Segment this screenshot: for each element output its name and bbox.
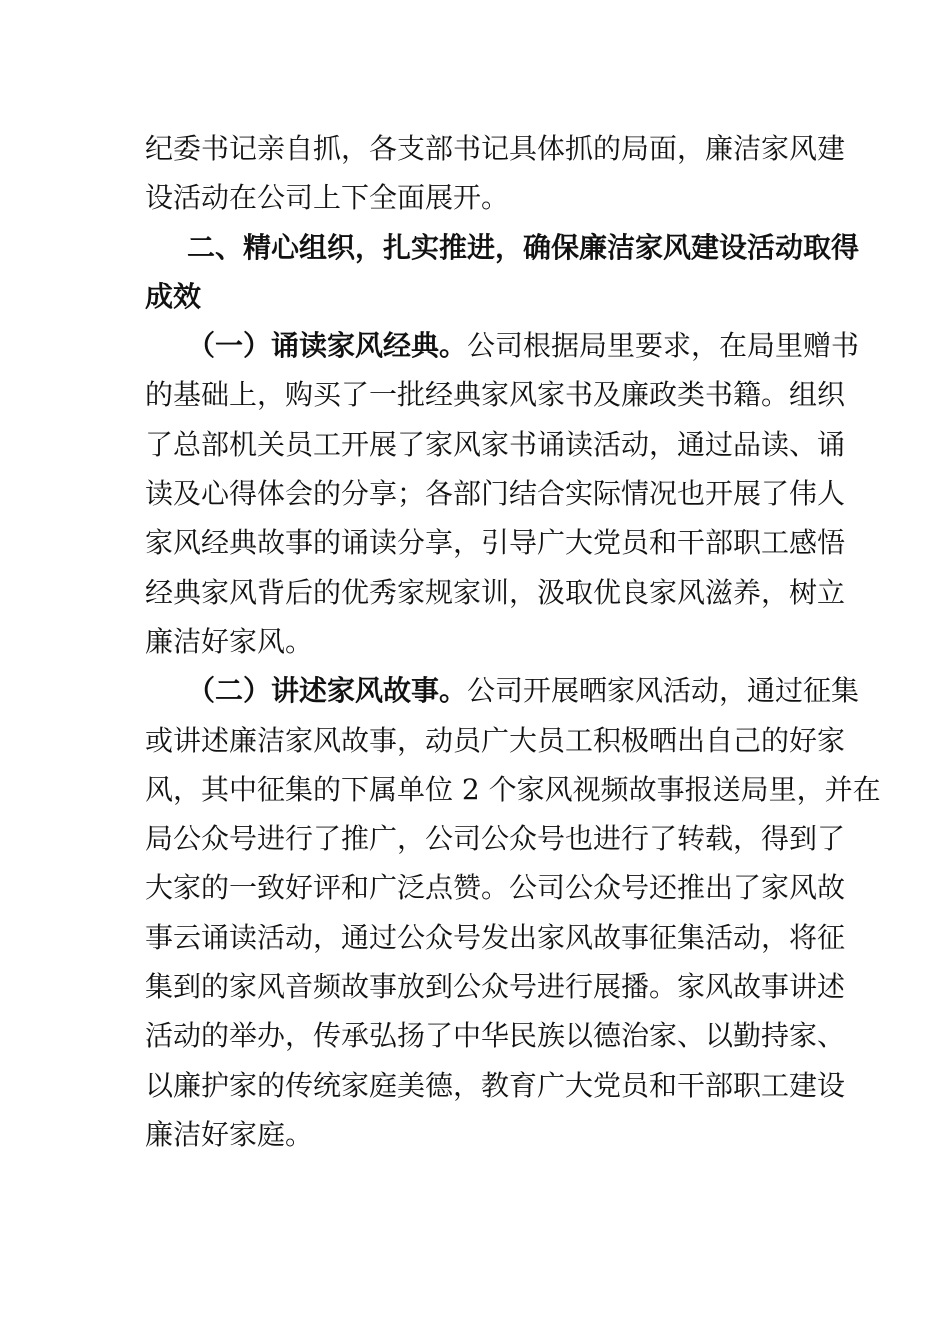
paragraph-continuation xyxy=(145,124,846,223)
subsection-recite-classics xyxy=(145,321,860,666)
subsection-first-line xyxy=(145,666,860,715)
text-line: 设活动在公司上下全面展开。 xyxy=(145,181,510,215)
text-line: 家风经典故事的诵读分享，引导广大党员和干部职工感悟 xyxy=(145,526,846,560)
text-line: 的基础上，购买了一批经典家风家书及廉政类书籍。组织 xyxy=(145,378,846,412)
text-line: 或讲述廉洁家风故事，动员广大员工积极晒出自己的好家 xyxy=(145,723,846,757)
subsection-title: （一）诵读家风经典。 xyxy=(187,329,468,363)
subsection-title: （二）讲述家风故事。 xyxy=(187,674,468,708)
text-line: 廉洁好家庭。 xyxy=(145,1117,314,1151)
subsection-first-line xyxy=(145,321,860,370)
heading-line: 成效 xyxy=(145,279,202,313)
subsection-first-text: 公司根据局里要求，在局里赠书 xyxy=(467,329,860,363)
section-heading-2 xyxy=(145,223,860,322)
text-line: 集到的家风音频故事放到公众号进行展播。家风故事讲述 xyxy=(145,970,846,1004)
text-line: 以廉护家的传统家庭美德，教育广大党员和干部职工建设 xyxy=(145,1068,846,1102)
subsection-first-text: 公司开展晒家风活动，通过征集 xyxy=(467,674,860,708)
subsection-tell-stories xyxy=(145,666,881,1159)
text-line: 纪委书记亲自抓，各支部书记具体抓的局面，廉洁家风建 xyxy=(145,132,846,165)
text-line: 廉洁好家风。 xyxy=(145,624,314,658)
text-line: 活动的举办，传承弘扬了中华民族以德治家、以勤持家、 xyxy=(145,1019,846,1053)
text-line: 风，其中征集的下属单位 2 个家风视频故事报送局里，并在 xyxy=(145,772,881,806)
text-line: 大家的一致好评和广泛点赞。公司公众号还推出了家风故 xyxy=(145,871,846,905)
text-line: 读及心得体会的分享；各部门结合实际情况也开展了伟人 xyxy=(145,477,846,511)
text-line: 经典家风背后的优秀家规家训，汲取优良家风滋养，树立 xyxy=(145,575,846,609)
text-line: 局公众号进行了推广，公司公众号也进行了转载，得到了 xyxy=(145,822,846,856)
text-line: 了总部机关员工开展了家风家书诵读活动，通过品读、诵 xyxy=(145,427,846,461)
text-line: 事云诵读活动，通过公众号发出家风故事征集活动，将征 xyxy=(145,920,846,954)
document-page xyxy=(145,124,881,1159)
heading-line: 二、精心组织，扎实推进，确保廉洁家风建设活动取得 xyxy=(187,230,860,264)
